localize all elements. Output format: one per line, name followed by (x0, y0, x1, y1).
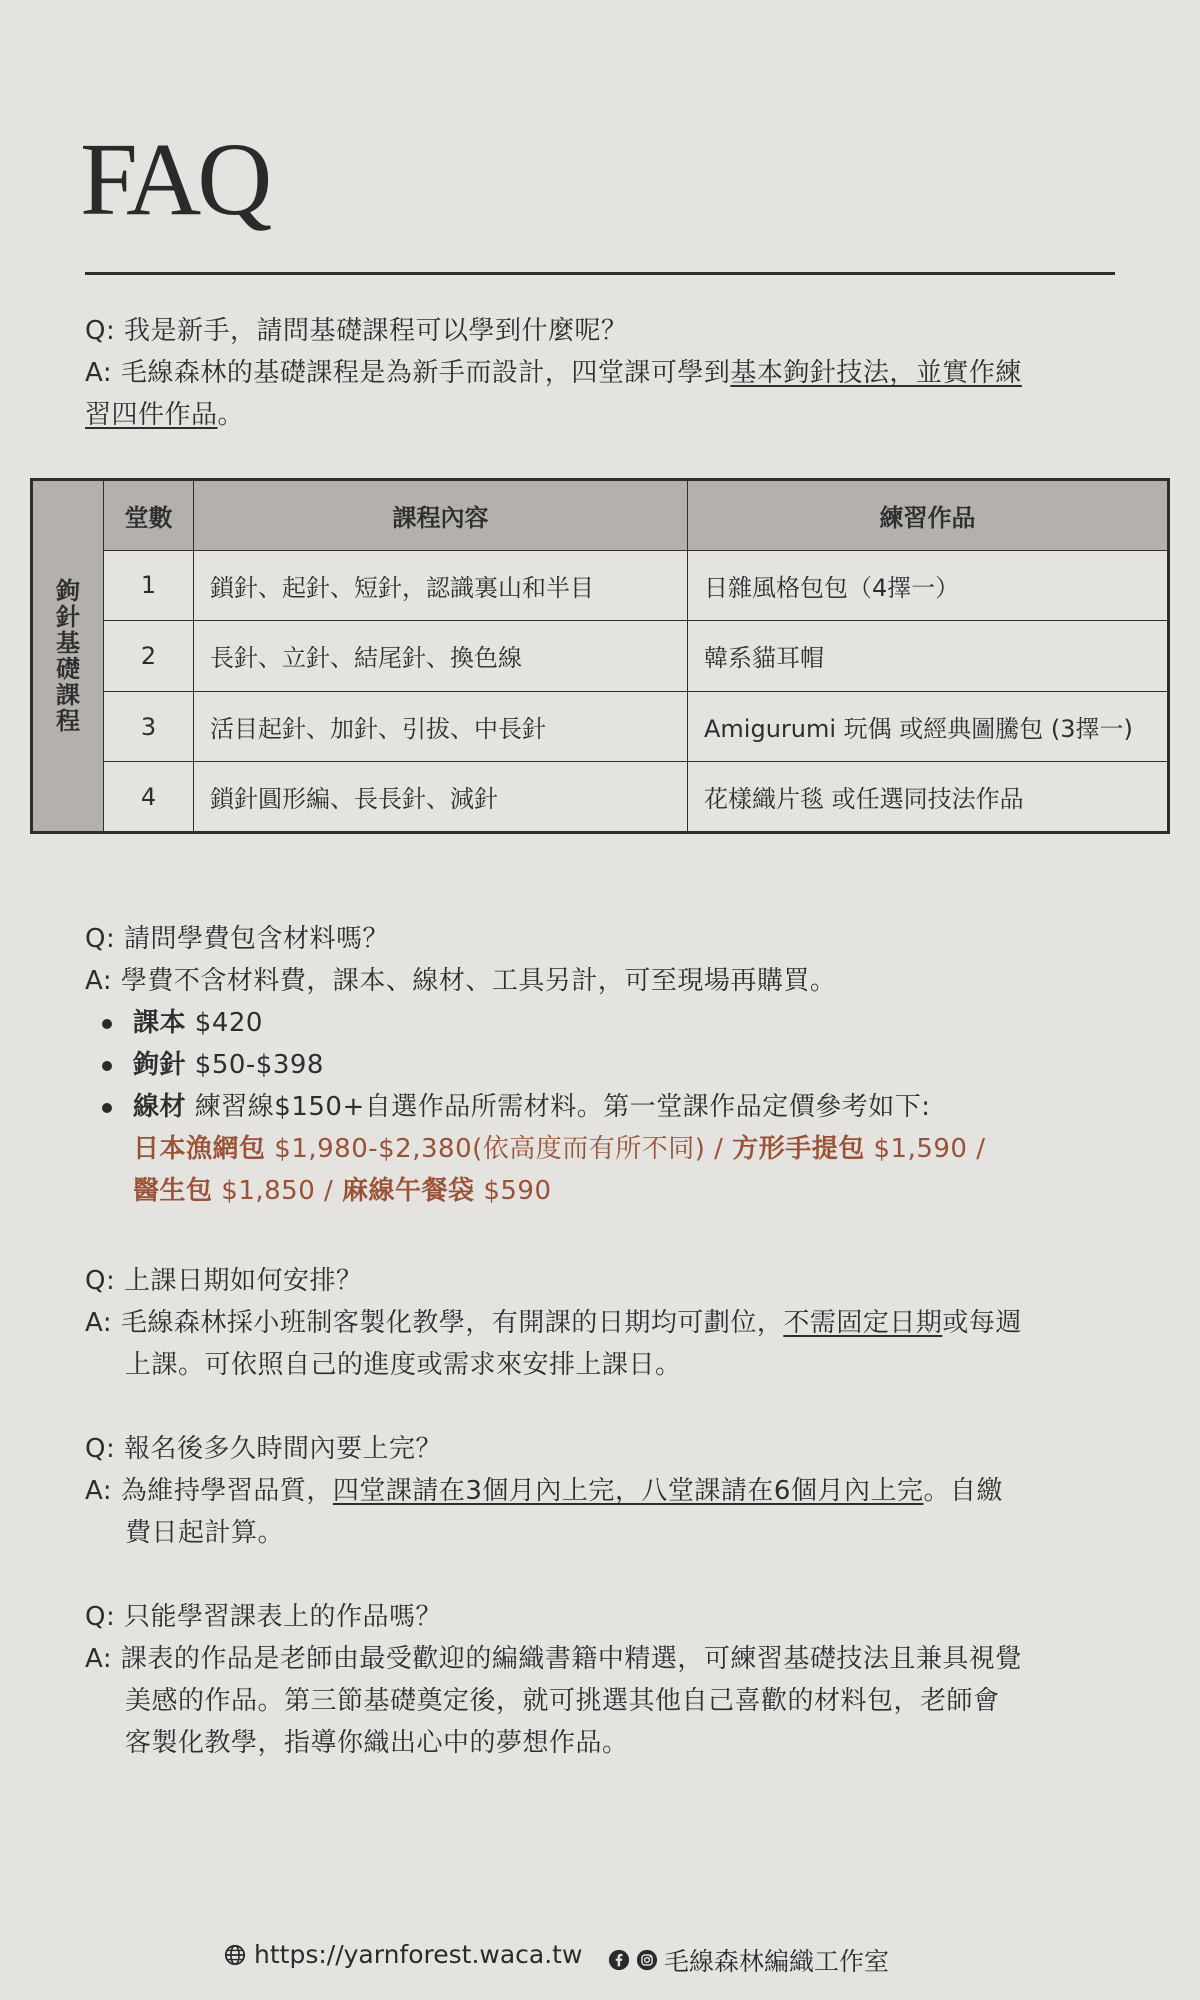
answer-highlight: 習四件作品 (85, 400, 218, 430)
faq-item-fees (85, 918, 1145, 1212)
session-number: 1 (104, 550, 194, 621)
price-reference-cont: 醫生包 $1,850 / 麻線午餐袋 $590 (133, 1176, 552, 1206)
faq-answer-cont (85, 394, 1145, 436)
fee-list (85, 1002, 1145, 1128)
title-divider (85, 272, 1115, 275)
faq-question: Q: 報名後多久時間內要上完？ (85, 1434, 442, 1464)
answer-highlight: 基本鉤針技法，並實作練 (730, 358, 1022, 388)
faq-item-projects (85, 1596, 1145, 1764)
session-content: 活目起針、加針、引拔、中長針 (194, 691, 688, 762)
course-table (30, 478, 1170, 834)
faq-answer-cont: 客製化教學，指導你織出心中的夢想作品。 (125, 1728, 629, 1758)
faq-answer (85, 352, 1145, 394)
session-content: 長針、立針、結尾針、換色線 (194, 621, 688, 692)
session-work: 花樣織片毯 或任選同技法作品 (688, 762, 1169, 833)
faq-question: Q: 請問學費包含材料嗎？ (85, 924, 389, 954)
faq-question: Q: 上課日期如何安排？ (85, 1266, 363, 1296)
column-header-sessions: 堂數 (104, 480, 194, 551)
faq-answer: A: 為維持學習品質，四堂課請在3個月內上完，八堂課請在6個月內上完。自繳 (85, 1476, 1003, 1506)
answer-highlight: 不需固定日期 (783, 1308, 943, 1338)
faq-item-beginner (85, 310, 1145, 436)
website-url[interactable]: https://yarnforest.waca.tw (254, 1940, 583, 1969)
session-content: 鎖針、起針、短針，認識裏山和半目 (194, 550, 688, 621)
table-side-label: 鉤 針 基 礎 課 程 (32, 480, 104, 833)
session-work: 日雜風格包包（4擇一） (688, 550, 1169, 621)
faq-question: Q: 只能學習課表上的作品嗎？ (85, 1602, 442, 1632)
column-header-content: 課程內容 (194, 480, 688, 551)
table-row (32, 621, 1169, 692)
faq-question: Q: 我是新手，請問基礎課程可以學到什麼呢？ (85, 316, 628, 346)
price-reference: 日本漁網包 $1,980-$2,380(依高度而有所不同) / 方形手提包 $1,590 / (133, 1134, 986, 1164)
answer-text: A: 毛線森林的基礎課程是為新手而設計，四堂課可學到 (85, 358, 731, 388)
faq-answer-cont: 美感的作品。第三節基礎奠定後，就可挑選其他自己喜歡的材料包，老師會 (125, 1686, 1000, 1716)
instagram-icon[interactable] (636, 1949, 658, 1971)
list-item: 課本 $420 (85, 1002, 1145, 1044)
facebook-icon[interactable] (608, 1949, 630, 1971)
globe-icon (224, 1944, 246, 1966)
page-title: FAQ (80, 122, 269, 237)
list-item: 線材 練習線$150+自選作品所需材料。第一堂課作品定價參考如下: (85, 1086, 1145, 1128)
table-header-row (32, 480, 1169, 551)
faq-answer: A: 毛線森林採小班制客製化教學，有開課的日期均可劃位，不需固定日期或每週 (85, 1308, 1022, 1338)
list-item: 鉤針 $50-$398 (85, 1044, 1145, 1086)
faq-answer-cont: 上課。可依照自己的進度或需求來安排上課日。 (125, 1350, 682, 1380)
faq-item-duration (85, 1428, 1145, 1554)
faq-answer-cont: 費日起計算。 (125, 1518, 285, 1548)
faq-item-schedule (85, 1260, 1145, 1386)
studio-name: 毛線森林編織工作室 (664, 1947, 890, 1976)
session-work: Amigurumi 玩偶 或經典圖騰包 (3擇一) (688, 691, 1169, 762)
answer-text: 。 (217, 400, 245, 430)
footer (0, 1940, 1200, 1982)
faq-answer: A: 課表的作品是老師由最受歡迎的編織書籍中精選，可練習基礎技法且兼具視覺 (85, 1644, 1022, 1674)
session-number: 2 (104, 621, 194, 692)
faq-answer: A: 學費不含材料費，課本、線材、工具另計，可至現場再購買。 (85, 966, 837, 996)
website-link[interactable] (224, 1940, 582, 1969)
social-links (608, 1942, 889, 1978)
session-content: 鎖針圓形編、長長針、減針 (194, 762, 688, 833)
column-header-works: 練習作品 (688, 480, 1169, 551)
session-number: 4 (104, 762, 194, 833)
session-work: 韓系貓耳帽 (688, 621, 1169, 692)
session-number: 3 (104, 691, 194, 762)
table-row (32, 550, 1169, 621)
answer-highlight: 四堂課請在3個月內上完，八堂課請在6個月內上完 (332, 1476, 924, 1506)
table-row (32, 762, 1169, 833)
table-row (32, 691, 1169, 762)
